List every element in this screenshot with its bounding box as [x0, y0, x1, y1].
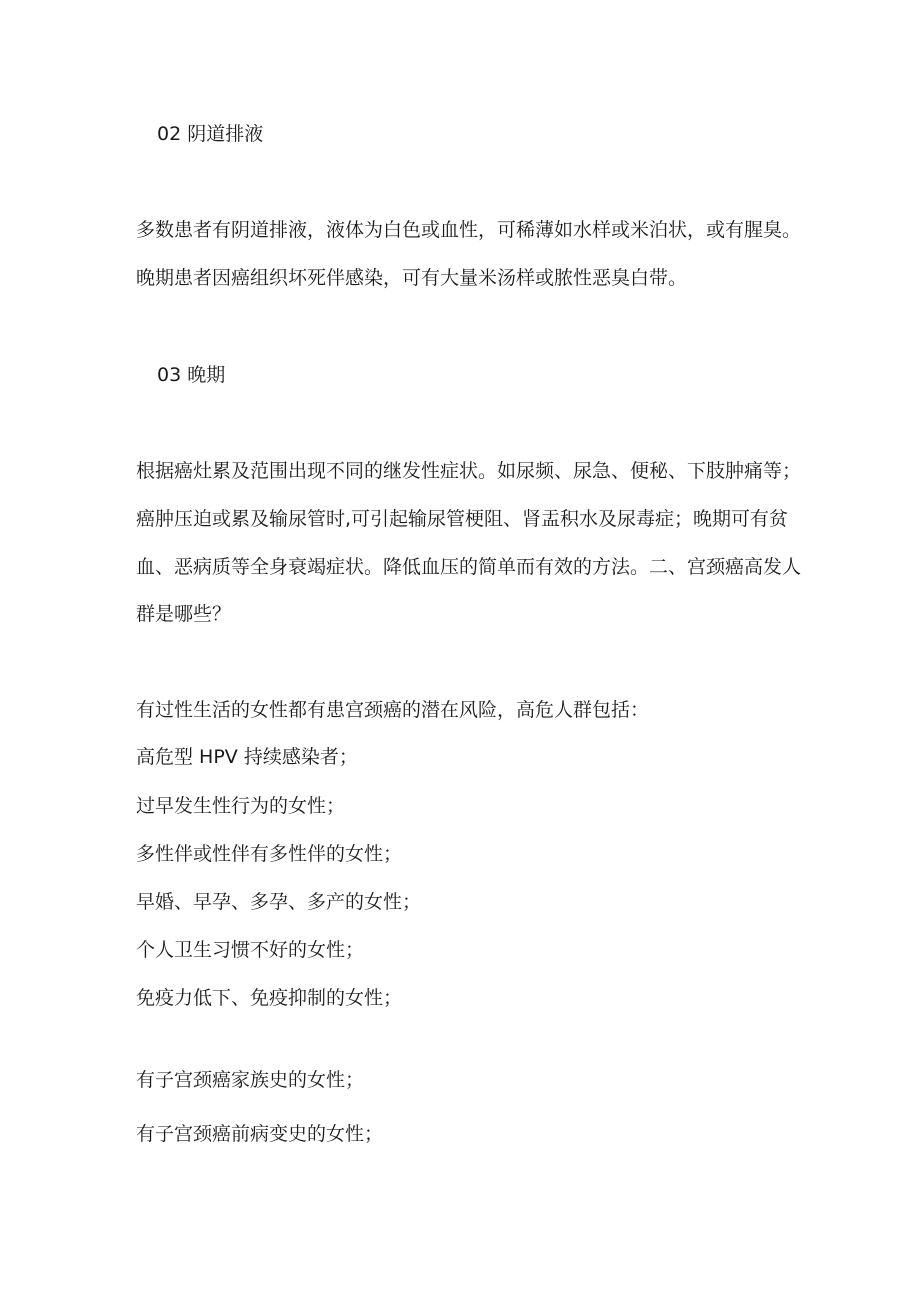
paragraph-line: 晚期患者因癌组织坏死伴感染，可有大量米汤样或脓性恶臭白带。	[136, 267, 688, 289]
paragraph-line: 癌肿压迫或累及输尿管时,可引起输尿管梗阻、肾盂积水及尿毒症；晚期可有贫	[136, 508, 789, 530]
list-item: 有子宫颈癌家族史的女性；	[136, 1069, 365, 1091]
list-item: 早婚、早孕、多孕、多产的女性；	[136, 891, 422, 913]
list-item: 个人卫生习惯不好的女性；	[136, 939, 365, 961]
section-heading-late-stage: 03 晚期	[157, 364, 226, 386]
list-item: 过早发生性行为的女性；	[136, 795, 346, 817]
paragraph-line: 根据癌灶累及范围出现不同的继发性症状。如尿频、尿急、便秘、下肢肿痛等；	[136, 460, 802, 482]
paragraph-line: 血、恶病质等全身衰竭症状。降低血压的简单而有效的方法。二、宫颈癌高发人	[136, 556, 802, 578]
list-item: 高危型 HPV 持续感染者；	[136, 746, 358, 768]
section-heading-discharge: 02 阴道排液	[157, 123, 264, 145]
risk-intro: 有过性生活的女性都有患宫颈癌的潜在风险，高危人群包括：	[136, 699, 650, 721]
paragraph-line: 多数患者有阴道排液，液体为白色或血性，可稀薄如水样或米泊状，或有腥臭。	[136, 219, 802, 241]
list-item: 免疫力低下、免疫抑制的女性；	[136, 987, 403, 1009]
list-item: 有子宫颈癌前病变史的女性；	[136, 1123, 384, 1145]
list-item: 多性伴或性伴有多性伴的女性；	[136, 843, 403, 865]
paragraph-line: 群是哪些？	[136, 603, 232, 625]
